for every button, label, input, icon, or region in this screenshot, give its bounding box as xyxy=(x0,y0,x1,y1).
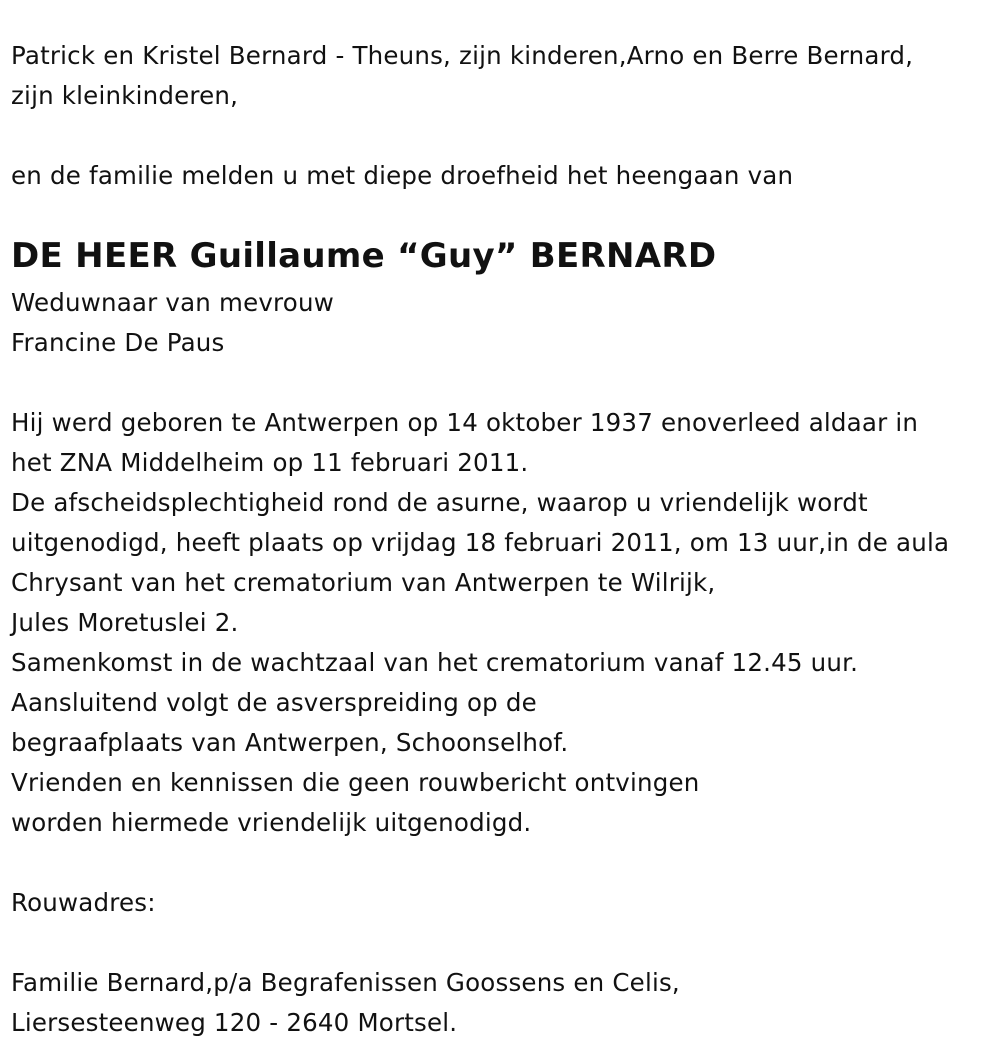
details-line: Jules Moretuslei 2. xyxy=(11,608,239,637)
widower-line: Francine De Paus xyxy=(11,328,225,357)
deceased-name: DE HEER Guillaume “Guy” BERNARD xyxy=(11,236,717,276)
details-line: Samenkomst in de wachtzaal van het crematorium vanaf 12.45 uur. xyxy=(11,648,859,677)
details-line: Aansluitend volgt de asverspreiding op de xyxy=(11,688,537,717)
widower-line: Weduwnaar van mevrouw xyxy=(11,288,334,317)
intro-line: zijn kleinkinderen, xyxy=(11,81,239,110)
details-line: Hij werd geboren te Antwerpen op 14 oktober 1937 enoverleed aldaar in xyxy=(11,408,919,437)
details-line: Vrienden en kennissen die geen rouwbericht ontvingen xyxy=(11,768,700,797)
address-line: Familie Bernard,p/a Begrafenissen Goossens en Celis, xyxy=(11,968,680,997)
details-line: begraafplaats van Antwerpen, Schoonselhof. xyxy=(11,728,569,757)
details-line: het ZNA Middelheim op 11 februari 2011. xyxy=(11,448,529,477)
details-line: uitgenodigd, heeft plaats op vrijdag 18 februari 2011, om 13 uur,in de aula xyxy=(11,528,950,557)
family-announcement: en de familie melden u met diepe droefheid het heengaan van xyxy=(11,161,794,190)
details-line: Chrysant van het crematorium van Antwerpen te Wilrijk, xyxy=(11,568,716,597)
address-label: Rouwadres: xyxy=(11,888,156,917)
details-line: worden hiermede vriendelijk uitgenodigd. xyxy=(11,808,532,837)
intro-line: Patrick en Kristel Bernard - Theuns, zijn kinderen,Arno en Berre Bernard, xyxy=(11,41,914,70)
details-line: De afscheidsplechtigheid rond de asurne, waarop u vriendelijk wordt xyxy=(11,488,868,517)
address-line: Liersesteenweg 120 - 2640 Mortsel. xyxy=(11,1008,458,1037)
